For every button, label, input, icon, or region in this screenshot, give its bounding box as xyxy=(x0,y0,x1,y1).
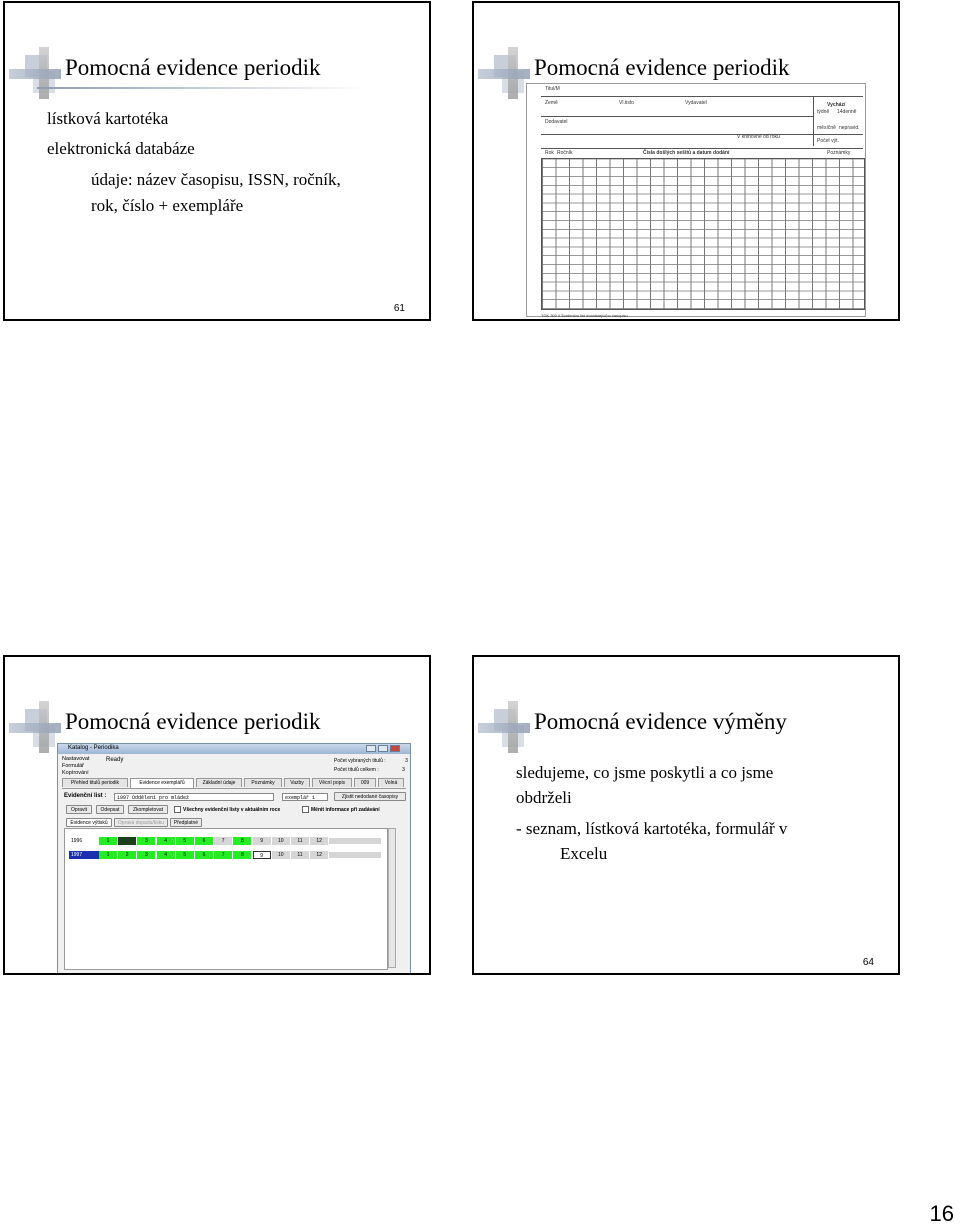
evidence-row xyxy=(62,792,406,802)
tab-bar xyxy=(62,778,406,789)
tab-vecni-popis[interactable]: Věcní popis xyxy=(312,778,352,787)
form-label: 14denně xyxy=(837,109,857,115)
bullet-line: sledujeme, co jsme poskytli a co jsme xyxy=(516,763,774,782)
issue-cell[interactable]: 5 xyxy=(176,837,194,845)
issue-cell[interactable]: 10 xyxy=(272,851,290,859)
form-label: nepravid. xyxy=(839,125,860,131)
stat-value: 3 xyxy=(402,767,405,773)
checkbox-label: Měnit informace při zadávání xyxy=(311,806,380,813)
slide-logo-icon xyxy=(478,701,530,753)
slide-64 xyxy=(472,655,900,975)
checkbox-label: Všechny evidenční listy v aktuálním roce xyxy=(183,806,281,813)
slide-logo-icon xyxy=(478,47,530,99)
side-menu xyxy=(62,756,90,777)
issue-cell[interactable]: 8 xyxy=(233,837,251,845)
stat-label: Počet titulů celkem : xyxy=(334,767,379,773)
issue-cell[interactable]: 5 xyxy=(176,851,194,859)
issue-cell[interactable]: 3 xyxy=(137,851,155,859)
tab-volna[interactable]: Volná xyxy=(378,778,404,787)
sub-bullet-line: údaje: název časopisu, ISSN, ročník, xyxy=(91,170,341,189)
title-rule xyxy=(37,87,367,89)
slide-logo-icon xyxy=(9,47,61,99)
tab-poznamky[interactable]: Poznámky xyxy=(244,778,282,787)
form-label: Titul/M xyxy=(545,86,560,92)
year-label: 1996 xyxy=(71,838,83,844)
tab-zakladni[interactable]: Základní údaje xyxy=(196,778,242,787)
form-column: Rok xyxy=(545,150,554,156)
slide-title: Pomocná evidence periodik xyxy=(534,55,790,80)
stat-value: 3 xyxy=(405,758,408,764)
issue-cell[interactable]: 6 xyxy=(195,851,213,859)
tab-prehled[interactable]: Přehled titulů periodik xyxy=(62,778,128,787)
form-label: Vl.tisto xyxy=(619,100,635,106)
issues-panel xyxy=(64,828,388,970)
stat-label: Počet vybraných titulů : xyxy=(334,758,386,764)
dash-line: - seznam, lístková kartotéka, formulář v xyxy=(516,819,788,838)
bullet-line: elektronická databáze xyxy=(47,139,195,158)
writeoff-button[interactable]: Odepsat xyxy=(96,805,124,814)
slide-61 xyxy=(3,1,431,321)
slide-63 xyxy=(3,655,431,975)
issue-cell[interactable]: 4 xyxy=(157,837,175,845)
subtab-evidence[interactable]: Evidence výtisků xyxy=(66,818,112,827)
evidence-select[interactable]: 1997 Oddělení pro mládež xyxy=(114,793,274,801)
tab-evidence[interactable]: Evidence exemplářů xyxy=(130,778,194,788)
issue-cell[interactable]: 6 xyxy=(195,837,213,845)
minimize-icon[interactable] xyxy=(366,745,376,752)
form-label: V knihovně od roku xyxy=(737,134,780,140)
status-text: Ready xyxy=(106,757,124,763)
slide-number: 64 xyxy=(862,957,874,968)
evidence-form-image xyxy=(526,83,866,317)
issue-cell[interactable]: 1 xyxy=(99,837,117,845)
menu-item-kopirovani[interactable]: Kopírování xyxy=(62,770,89,776)
menu-item-nastavovat[interactable]: Nastavovat xyxy=(62,756,90,762)
complete-button[interactable]: Zkompletovat xyxy=(128,805,168,814)
all-lists-checkbox[interactable] xyxy=(174,806,280,813)
sub-bullet-line: rok, číslo + exempláře xyxy=(91,196,244,215)
tab-vazby[interactable]: Vazby xyxy=(284,778,310,787)
change-info-checkbox[interactable] xyxy=(302,806,380,813)
issue-cell[interactable]: 8 xyxy=(233,851,251,859)
tab-009[interactable]: 009 xyxy=(354,778,376,787)
page-number: 16 xyxy=(929,1201,954,1226)
slide-title: Pomocná evidence výměny xyxy=(534,709,787,734)
issue-cell[interactable]: 2 xyxy=(118,837,136,845)
issue-cell[interactable]: 2 xyxy=(118,851,136,859)
exemplar-select[interactable]: exemplář 1 xyxy=(282,793,328,801)
issue-cell[interactable]: 4 xyxy=(157,851,175,859)
form-label: týdně xyxy=(817,109,830,115)
bullet-line: lístková kartotéka xyxy=(47,109,169,128)
slide-title: Pomocná evidence periodik xyxy=(65,55,321,80)
bullet-line: obdrželi xyxy=(516,788,572,807)
form-column: Poznámky xyxy=(827,150,851,156)
slide-logo-icon xyxy=(9,701,61,753)
window-title: Katalog - Periodika xyxy=(68,745,119,751)
window-titlebar xyxy=(58,744,410,754)
issue-cell[interactable]: 11 xyxy=(291,837,309,845)
issue-cell[interactable]: 9 xyxy=(253,837,271,845)
form-label: Počet výt. xyxy=(817,138,839,144)
form-grid xyxy=(541,158,865,310)
issue-cell[interactable]: 3 xyxy=(137,837,155,845)
issue-cell[interactable]: 12 xyxy=(310,837,328,845)
issue-cell[interactable]: 9 xyxy=(253,851,271,859)
issue-cell[interactable]: 1 xyxy=(99,851,117,859)
slide-62 xyxy=(472,1,900,321)
issue-cell[interactable]: 7 xyxy=(214,837,232,845)
row-remainder xyxy=(329,838,381,844)
form-footer: TGK 300 II Evidenční list docházejícího časopisu xyxy=(541,313,628,318)
form-label: Země xyxy=(545,100,558,106)
catalog-app-screenshot xyxy=(57,743,411,975)
maximize-icon[interactable] xyxy=(378,745,388,752)
issue-cell[interactable]: 7 xyxy=(214,851,232,859)
form-label: měsíčně xyxy=(817,125,836,131)
close-icon[interactable] xyxy=(390,745,400,752)
form-column: Ročník xyxy=(557,150,573,156)
edit-button[interactable]: Opravit xyxy=(66,805,92,814)
form-label: Vydavatel xyxy=(685,100,707,106)
form-column: Čísla došlých sešitů a datum dodání xyxy=(643,150,730,156)
slide-number: 61 xyxy=(393,303,405,314)
issue-cell[interactable]: 12 xyxy=(310,851,328,859)
subtab-predplatne[interactable]: Předplatné xyxy=(170,818,202,827)
year-label-selected[interactable]: 1997 xyxy=(69,851,99,859)
issue-cell[interactable]: 11 xyxy=(291,851,309,859)
vertical-scrollbar[interactable] xyxy=(388,828,396,968)
find-missing-button[interactable]: Zjistit nedodané časopisy xyxy=(334,792,406,801)
form-label: Vychází xyxy=(827,102,846,108)
issue-cell[interactable]: 10 xyxy=(272,837,290,845)
dash-line-cont: Excelu xyxy=(560,844,608,863)
title-stats xyxy=(334,757,408,775)
subtab-oprava[interactable]: Oprava dopadu/tisku xyxy=(114,818,168,827)
slide-title: Pomocná evidence periodik xyxy=(65,709,321,734)
menu-item-formular[interactable]: Formulář xyxy=(62,763,85,769)
form-label: Dodavatel xyxy=(545,119,568,125)
row-remainder xyxy=(329,852,381,858)
evidence-label: Evidenční list : xyxy=(64,793,107,799)
